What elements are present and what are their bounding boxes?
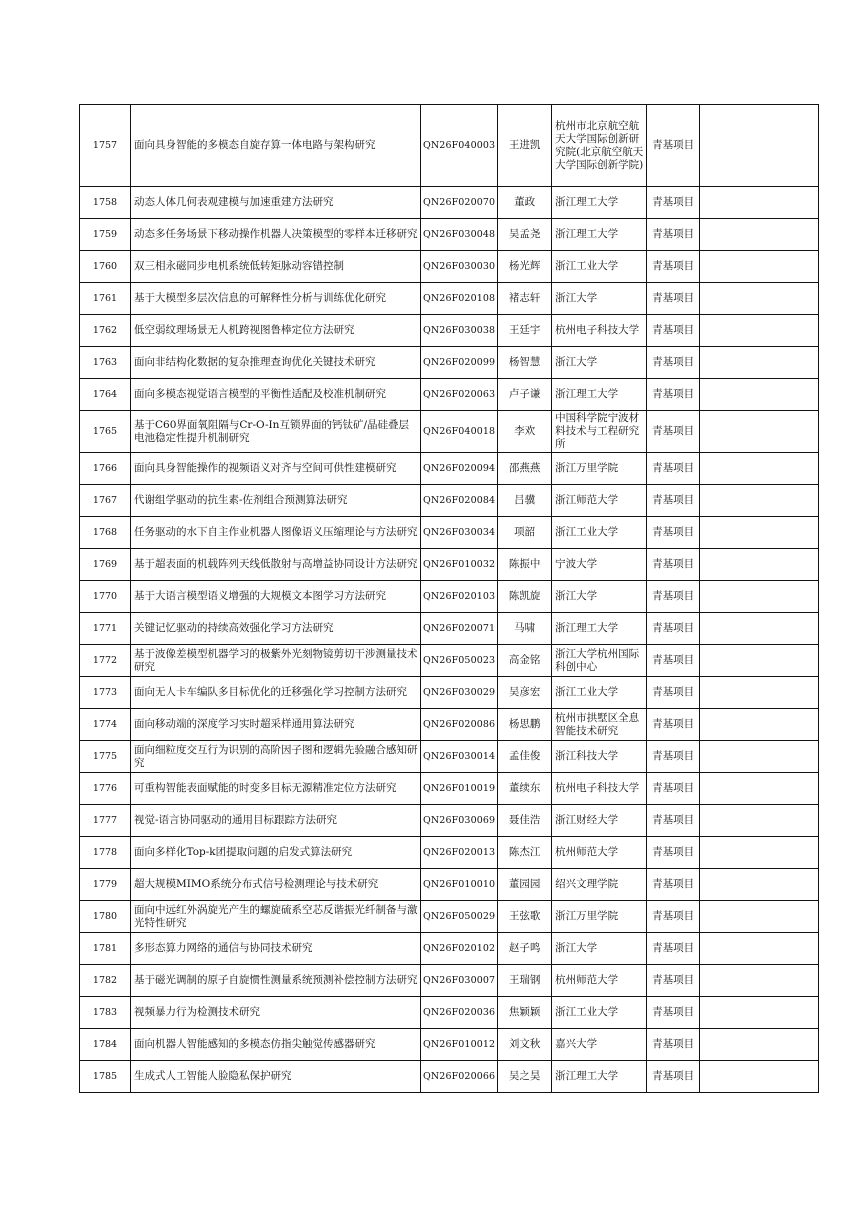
project-code-cell: QN26F030034 [421,517,498,549]
row-number-cell: 1769 [80,549,131,581]
empty-cell [700,741,819,773]
principal-investigator-cell: 杨光辉 [498,251,552,283]
project-type-cell: 青基项目 [647,453,700,485]
empty-cell [700,517,819,549]
project-type-cell: 青基项目 [647,837,700,869]
row-number-cell: 1776 [80,773,131,805]
empty-cell [700,1061,819,1093]
project-type-cell: 青基项目 [647,315,700,347]
project-code-cell: QN26F010019 [421,773,498,805]
row-number-cell: 1783 [80,997,131,1029]
project-type-cell: 青基项目 [647,517,700,549]
project-title-cell: 动态多任务场景下移动操作机器人决策模型的零样本迁移研究 [131,219,421,251]
project-type-cell: 青基项目 [647,933,700,965]
institution-cell: 浙江理工大学 [552,219,647,251]
project-type-cell: 青基项目 [647,283,700,315]
institution-cell: 嘉兴大学 [552,1029,647,1061]
table-row [80,741,819,773]
empty-cell [700,997,819,1029]
table-row [80,251,819,283]
project-type-cell: 青基项目 [647,645,700,677]
project-title-cell: 多形态算力网络的通信与协同技术研究 [131,933,421,965]
project-code-cell: QN26F030048 [421,219,498,251]
table-row [80,517,819,549]
table-row [80,901,819,933]
table-row [80,965,819,997]
row-number-cell: 1780 [80,901,131,933]
row-number-cell: 1764 [80,379,131,411]
row-number-cell: 1778 [80,837,131,869]
project-code-cell: QN26F020070 [421,187,498,219]
institution-cell: 浙江万里学院 [552,453,647,485]
table-row [80,485,819,517]
table-row [80,411,819,453]
principal-investigator-cell: 卢子谦 [498,379,552,411]
row-number-cell: 1765 [80,411,131,453]
project-code-cell: QN26F010032 [421,549,498,581]
principal-investigator-cell: 王廷宇 [498,315,552,347]
project-title-cell: 基于波像差模型机器学习的极紫外光刻物镜剪切干涉测量技术研究 [131,645,421,677]
institution-cell: 杭州电子科技大学 [552,773,647,805]
institution-cell: 杭州电子科技大学 [552,315,647,347]
institution-cell: 浙江财经大学 [552,805,647,837]
row-number-cell: 1782 [80,965,131,997]
principal-investigator-cell: 陈杰江 [498,837,552,869]
project-code-cell: QN26F030030 [421,251,498,283]
table-row [80,315,819,347]
project-title-cell: 代谢组学驱动的抗生素-佐剂组合预测算法研究 [131,485,421,517]
project-type-cell: 青基项目 [647,379,700,411]
project-type-cell: 青基项目 [647,805,700,837]
row-number-cell: 1770 [80,581,131,613]
project-code-cell: QN26F010012 [421,1029,498,1061]
principal-investigator-cell: 王瑞钢 [498,965,552,997]
table-row [80,773,819,805]
principal-investigator-cell: 李欢 [498,411,552,453]
row-number-cell: 1760 [80,251,131,283]
table-row [80,1061,819,1093]
institution-cell: 浙江理工大学 [552,613,647,645]
empty-cell [700,581,819,613]
principal-investigator-cell: 吴彦宏 [498,677,552,709]
project-type-cell: 青基项目 [647,1061,700,1093]
principal-investigator-cell: 吴孟尧 [498,219,552,251]
project-title-cell: 可重构智能表面赋能的时变多目标无源精准定位方法研究 [131,773,421,805]
institution-cell: 浙江万里学院 [552,901,647,933]
empty-cell [700,613,819,645]
empty-cell [700,709,819,741]
institution-cell: 浙江工业大学 [552,517,647,549]
institution-cell: 浙江理工大学 [552,379,647,411]
institution-cell: 浙江大学 [552,283,647,315]
row-number-cell: 1775 [80,741,131,773]
empty-cell [700,965,819,997]
table-row [80,805,819,837]
project-type-cell: 青基项目 [647,485,700,517]
project-code-cell: QN26F020066 [421,1061,498,1093]
principal-investigator-cell: 孟佳俊 [498,741,552,773]
project-code-cell: QN26F030029 [421,677,498,709]
project-type-cell: 青基项目 [647,187,700,219]
project-title-cell: 面向中远红外涡旋光产生的螺旋硫系空芯反谐振光纤制备与激光特性研究 [131,901,421,933]
table-row [80,453,819,485]
institution-cell: 浙江大学 [552,933,647,965]
table-row [80,379,819,411]
project-type-cell: 青基项目 [647,1029,700,1061]
row-number-cell: 1762 [80,315,131,347]
empty-cell [700,677,819,709]
project-code-cell: QN26F020086 [421,709,498,741]
row-number-cell: 1781 [80,933,131,965]
project-code-cell: QN26F020103 [421,581,498,613]
project-title-cell: 基于磁光调制的原子自旋惯性测量系统预测补偿控制方法研究 [131,965,421,997]
principal-investigator-cell: 吕骥 [498,485,552,517]
project-code-cell: QN26F020099 [421,347,498,379]
principal-investigator-cell: 聂佳浩 [498,805,552,837]
project-type-cell: 青基项目 [647,549,700,581]
institution-cell: 浙江师范大学 [552,485,647,517]
project-type-cell: 青基项目 [647,741,700,773]
project-type-cell: 青基项目 [647,613,700,645]
institution-cell: 杭州市北京航空航天大学国际创新研究院(北京航空航天大学国际创新学院) [552,105,647,187]
empty-cell [700,645,819,677]
institution-cell: 宁波大学 [552,549,647,581]
row-number-cell: 1767 [80,485,131,517]
empty-cell [700,869,819,901]
table-row [80,997,819,1029]
row-number-cell: 1777 [80,805,131,837]
row-number-cell: 1771 [80,613,131,645]
row-number-cell: 1758 [80,187,131,219]
principal-investigator-cell: 高金铭 [498,645,552,677]
project-title-cell: 基于C60界面氧阻隔与Cr-O-In互锁界面的钙钛矿/晶硅叠层电池稳定性提升机制研究 [131,411,421,453]
principal-investigator-cell: 焦颖颖 [498,997,552,1029]
project-type-cell: 青基项目 [647,411,700,453]
table-row [80,581,819,613]
project-code-cell: QN26F030069 [421,805,498,837]
empty-cell [700,933,819,965]
project-code-cell: QN26F020084 [421,485,498,517]
row-number-cell: 1766 [80,453,131,485]
institution-cell: 浙江理工大学 [552,187,647,219]
project-code-cell: QN26F030038 [421,315,498,347]
project-title-cell: 面向具身智能的多模态自旋存算一体电路与架构研究 [131,105,421,187]
table-row [80,283,819,315]
project-code-cell: QN26F020094 [421,453,498,485]
principal-investigator-cell: 项韶 [498,517,552,549]
table-row [80,1029,819,1061]
project-title-cell: 基于超表面的机载阵列天线低散射与高增益协同设计方法研究 [131,549,421,581]
project-title-cell: 面向机器人智能感知的多模态仿指尖触觉传感器研究 [131,1029,421,1061]
project-code-cell: QN26F020063 [421,379,498,411]
principal-investigator-cell: 邵燕燕 [498,453,552,485]
project-title-cell: 任务驱动的水下自主作业机器人图像语义压缩理论与方法研究 [131,517,421,549]
row-number-cell: 1757 [80,105,131,187]
empty-cell [700,453,819,485]
empty-cell [700,105,819,187]
project-title-cell: 面向多模态视觉语言模型的平衡性适配及校准机制研究 [131,379,421,411]
project-title-cell: 超大规模MIMO系统分布式信号检测理论与技术研究 [131,869,421,901]
project-title-cell: 面向非结构化数据的复杂推理查询优化关键技术研究 [131,347,421,379]
project-code-cell: QN26F020036 [421,997,498,1029]
row-number-cell: 1759 [80,219,131,251]
table-row [80,869,819,901]
table-row [80,677,819,709]
project-title-cell: 低空弱纹理场景无人机跨视图鲁棒定位方法研究 [131,315,421,347]
principal-investigator-cell: 董续东 [498,773,552,805]
empty-cell [700,219,819,251]
principal-investigator-cell: 杨思鹏 [498,709,552,741]
project-title-cell: 面向无人卡车编队多目标优化的迁移强化学习控制方法研究 [131,677,421,709]
empty-cell [700,1029,819,1061]
institution-cell: 杭州师范大学 [552,837,647,869]
row-number-cell: 1768 [80,517,131,549]
project-title-cell: 动态人体几何表观建模与加速重建方法研究 [131,187,421,219]
project-title-cell: 基于大模型多层次信息的可解释性分析与训练优化研究 [131,283,421,315]
table-row [80,347,819,379]
table-row [80,613,819,645]
project-title-cell: 面向移动端的深度学习实时超采样通用算法研究 [131,709,421,741]
institution-cell: 浙江大学杭州国际科创中心 [552,645,647,677]
project-code-cell: QN26F020102 [421,933,498,965]
empty-cell [700,187,819,219]
row-number-cell: 1773 [80,677,131,709]
empty-cell [700,549,819,581]
institution-cell: 浙江大学 [552,347,647,379]
project-table [79,104,819,1093]
project-type-cell: 青基项目 [647,677,700,709]
principal-investigator-cell: 陈振中 [498,549,552,581]
empty-cell [700,283,819,315]
project-type-cell: 青基项目 [647,105,700,187]
project-title-cell: 基于大语言模型语义增强的大规模文本图学习方法研究 [131,581,421,613]
project-type-cell: 青基项目 [647,997,700,1029]
table-row [80,837,819,869]
project-type-cell: 青基项目 [647,965,700,997]
project-title-cell: 双三相永磁同步电机系统低转矩脉动容错控制 [131,251,421,283]
principal-investigator-cell: 陈凯旋 [498,581,552,613]
institution-cell: 中国科学院宁波材料技术与工程研究所 [552,411,647,453]
table-row [80,709,819,741]
principal-investigator-cell: 王进凯 [498,105,552,187]
project-type-cell: 青基项目 [647,869,700,901]
institution-cell: 杭州师范大学 [552,965,647,997]
empty-cell [700,773,819,805]
empty-cell [700,485,819,517]
principal-investigator-cell: 杨智慧 [498,347,552,379]
principal-investigator-cell: 吴之昊 [498,1061,552,1093]
table-row [80,219,819,251]
institution-cell: 浙江工业大学 [552,677,647,709]
table-row [80,645,819,677]
institution-cell: 浙江科技大学 [552,741,647,773]
project-title-cell: 面向多样化Top-k团提取问题的启发式算法研究 [131,837,421,869]
principal-investigator-cell: 董园园 [498,869,552,901]
project-title-cell: 面向具身智能操作的视频语义对齐与空间可供性建模研究 [131,453,421,485]
table-row [80,105,819,187]
table-row [80,187,819,219]
empty-cell [700,347,819,379]
table-row [80,933,819,965]
empty-cell [700,379,819,411]
institution-cell: 浙江工业大学 [552,251,647,283]
institution-cell: 浙江工业大学 [552,997,647,1029]
project-code-cell: QN26F050023 [421,645,498,677]
project-code-cell: QN26F030007 [421,965,498,997]
row-number-cell: 1774 [80,709,131,741]
project-title-cell: 关键记忆驱动的持续高效强化学习方法研究 [131,613,421,645]
principal-investigator-cell: 马啸 [498,613,552,645]
project-code-cell: QN26F020013 [421,837,498,869]
row-number-cell: 1763 [80,347,131,379]
project-code-cell: QN26F020108 [421,283,498,315]
principal-investigator-cell: 王弦歌 [498,901,552,933]
institution-cell: 绍兴文理学院 [552,869,647,901]
project-type-cell: 青基项目 [647,581,700,613]
empty-cell [700,411,819,453]
project-title-cell: 面向细粒度交互行为识别的高阶因子图和逻辑先验融合感知研究 [131,741,421,773]
table-row [80,549,819,581]
empty-cell [700,805,819,837]
empty-cell [700,315,819,347]
project-code-cell: QN26F050029 [421,901,498,933]
project-title-cell: 视频暴力行为检测技术研究 [131,997,421,1029]
project-title-cell: 视觉-语言协同驱动的通用目标跟踪方法研究 [131,805,421,837]
row-number-cell: 1784 [80,1029,131,1061]
row-number-cell: 1779 [80,869,131,901]
project-code-cell: QN26F020071 [421,613,498,645]
row-number-cell: 1772 [80,645,131,677]
project-code-cell: QN26F040003 [421,105,498,187]
principal-investigator-cell: 赵子鸣 [498,933,552,965]
principal-investigator-cell: 刘文秋 [498,1029,552,1061]
project-type-cell: 青基项目 [647,709,700,741]
project-type-cell: 青基项目 [647,251,700,283]
principal-investigator-cell: 褚志轩 [498,283,552,315]
project-type-cell: 青基项目 [647,347,700,379]
row-number-cell: 1761 [80,283,131,315]
project-title-cell: 生成式人工智能人脸隐私保护研究 [131,1061,421,1093]
empty-cell [700,837,819,869]
project-type-cell: 青基项目 [647,219,700,251]
project-code-cell: QN26F040018 [421,411,498,453]
institution-cell: 杭州市拱墅区全息智能技术研究 [552,709,647,741]
row-number-cell: 1785 [80,1061,131,1093]
empty-cell [700,901,819,933]
principal-investigator-cell: 董政 [498,187,552,219]
table-body [80,105,819,1093]
project-code-cell: QN26F030014 [421,741,498,773]
project-type-cell: 青基项目 [647,773,700,805]
institution-cell: 浙江理工大学 [552,1061,647,1093]
project-type-cell: 青基项目 [647,901,700,933]
empty-cell [700,251,819,283]
project-code-cell: QN26F010010 [421,869,498,901]
institution-cell: 浙江大学 [552,581,647,613]
